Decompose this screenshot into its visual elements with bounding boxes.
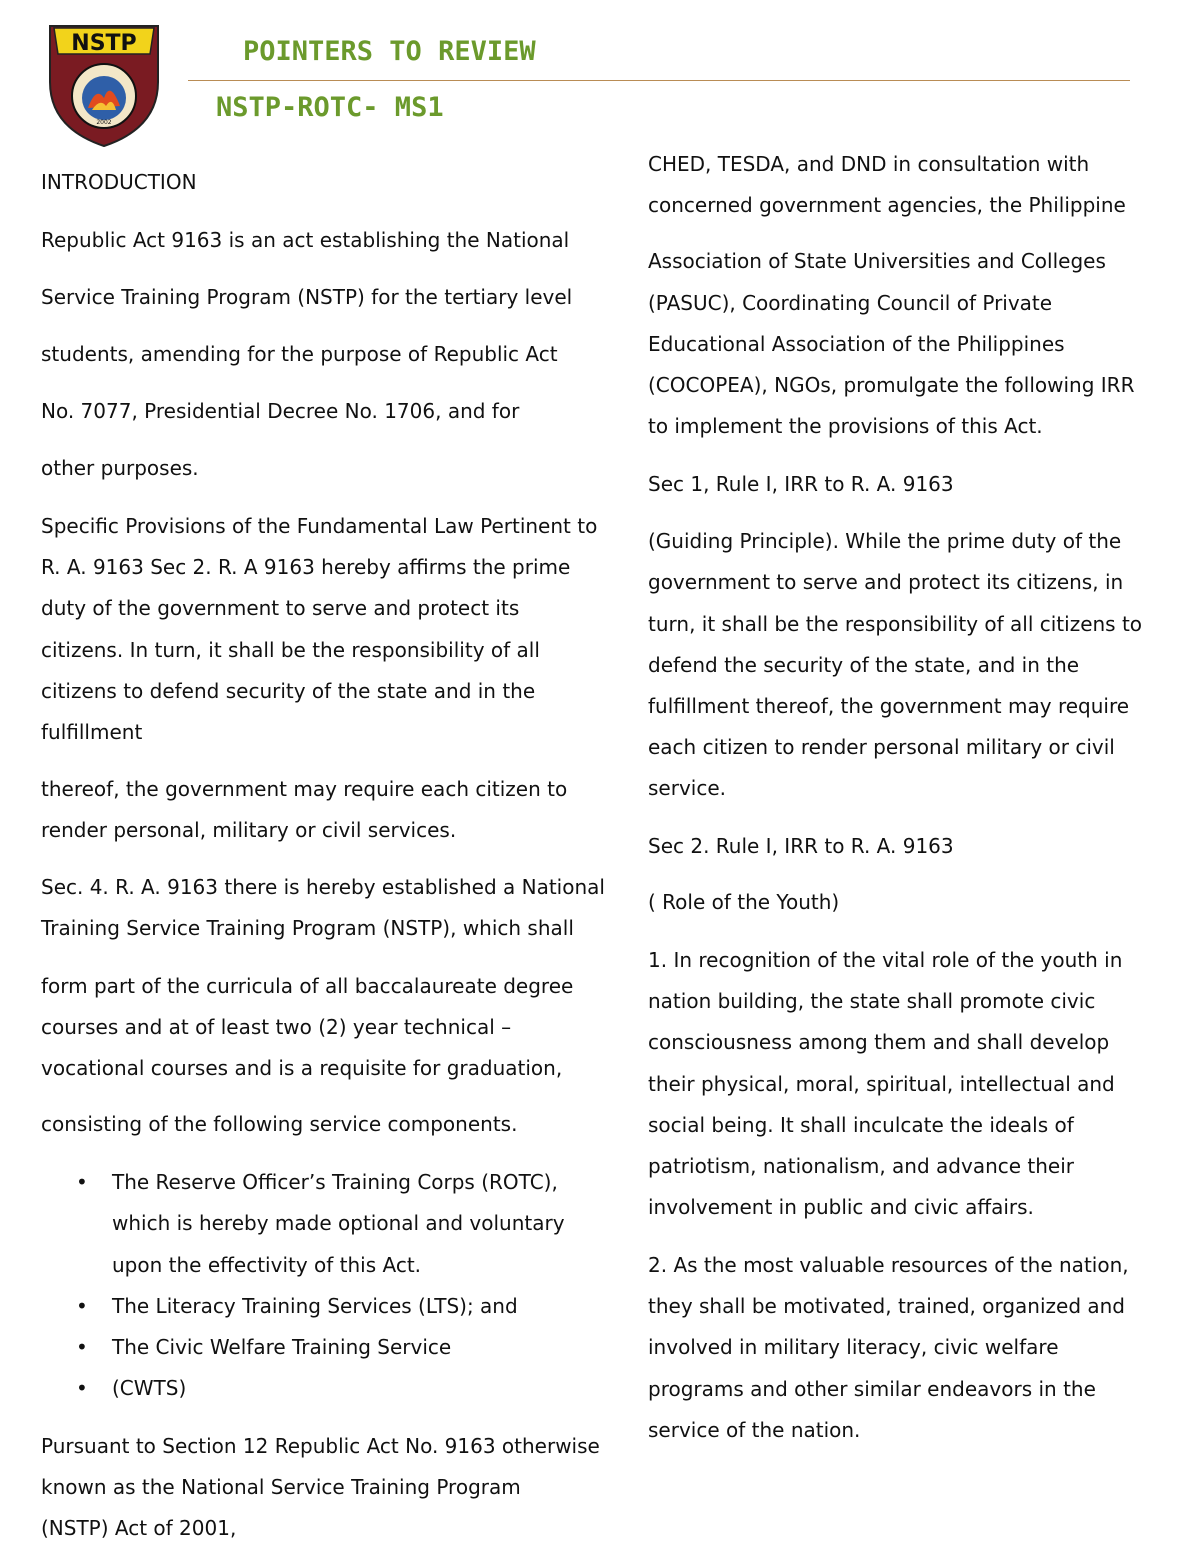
left-para1-line2: Service Training Program (NSTP) for the tertiary level — [41, 285, 573, 309]
right-para2-line3: Educational Association of the Philippines — [648, 332, 1065, 356]
sec2-subheading: ( Role of the Youth) — [648, 890, 840, 914]
item2-line2: they shall be motivated, trained, organized and — [648, 1294, 1126, 1318]
bullet-4: (CWTS) — [112, 1376, 187, 1400]
bullet-1-line3: upon the effectivity of this Act. — [112, 1253, 422, 1277]
left-para2-line2: R. A. 9163 Sec 2. R. A 9163 hereby affirms the prime — [41, 555, 571, 579]
right-para2-line4: (COCOPEA), NGOs, promulgate the following IRR — [648, 373, 1135, 397]
item1-line6: patriotism, nationalism, and advance their — [648, 1154, 1075, 1178]
item2-line1: 2. As the most valuable resources of the nation, — [648, 1253, 1129, 1277]
sec1-line7: service. — [648, 776, 726, 800]
left-para3-line1: thereof, the government may require each citizen to — [41, 777, 568, 801]
right-para2-line2: (PASUC), Coordinating Council of Private — [648, 291, 1053, 315]
left-para2-line1: Specific Provisions of the Fundamental Law Pertinent to — [41, 514, 598, 538]
sec1-line6: each citizen to render personal military or civil — [648, 735, 1115, 759]
bullet-marker: • — [76, 1335, 88, 1359]
left-para2-line3: duty of the government to serve and protect its — [41, 596, 520, 620]
left-para5-line1: form part of the curricula of all baccalaureate degree — [41, 974, 574, 998]
sec1-line4: defend the security of the state, and in the — [648, 653, 1080, 677]
left-para1-line5: other purposes. — [41, 456, 199, 480]
left-para4-line2: Training Service Training Program (NSTP), which shall — [41, 916, 574, 940]
sec1-line5: fulfillment thereof, the government may require — [648, 694, 1130, 718]
left-para1-line4: No. 7077, Presidential Decree No. 1706, and for — [41, 399, 520, 423]
bullet-1-line2: which is hereby made optional and voluntary — [112, 1211, 565, 1235]
sec1-line1: (Guiding Principle). While the prime duty of the — [648, 529, 1122, 553]
left-para7-line3: (NSTP) Act of 2001, — [41, 1516, 237, 1540]
left-para1-line3: students, amending for the purpose of Republic Act — [41, 342, 558, 366]
bullet-marker: • — [76, 1170, 88, 1194]
sec1-heading: Sec 1, Rule I, IRR to R. A. 9163 — [648, 472, 954, 496]
left-para3-line2: render personal, military or civil services. — [41, 818, 457, 842]
logo-year: 2002 — [96, 119, 112, 126]
right-para2-line1: Association of State Universities and Colleges — [648, 249, 1106, 273]
right-para1-line2: concerned government agencies, the Philippine — [648, 193, 1126, 217]
left-para5-line2: courses and at of least two (2) year technical – — [41, 1015, 512, 1039]
item2-line4: programs and other similar endeavors in the — [648, 1377, 1096, 1401]
header-divider — [188, 80, 1130, 81]
sec2-heading: Sec 2. Rule I, IRR to R. A. 9163 — [648, 834, 954, 858]
left-para2-line5: citizens to defend security of the state and in the — [41, 679, 536, 703]
sec1-line3: turn, it shall be the responsibility of all citizens to — [648, 612, 1143, 636]
left-para4-line1: Sec. 4. R. A. 9163 there is hereby established a National — [41, 875, 605, 899]
item2-line5: service of the nation. — [648, 1418, 861, 1442]
item2-line3: involved in military literacy, civic welfare — [648, 1335, 1059, 1359]
left-para5-line3: vocational courses and is a requisite for graduation, — [41, 1056, 563, 1080]
item1-line2: nation building, the state shall promote civic — [648, 989, 1096, 1013]
bullet-marker: • — [76, 1376, 88, 1400]
nstp-logo — [46, 20, 162, 148]
left-para7-line2: known as the National Service Training Program — [41, 1475, 521, 1499]
bullet-3: The Civic Welfare Training Service — [112, 1335, 452, 1359]
item1-line1: 1. In recognition of the vital role of the youth in — [648, 948, 1123, 972]
left-para1-line1: Republic Act 9163 is an act establishing the National — [41, 228, 570, 252]
left-para6: consisting of the following service components. — [41, 1112, 518, 1136]
left-para7-line1: Pursuant to Section 12 Republic Act No. 9163 otherwise — [41, 1434, 600, 1458]
logo-text: NSTP — [71, 31, 137, 56]
bullet-2: The Literacy Training Services (LTS); and — [112, 1294, 518, 1318]
item1-line7: involvement in public and civic affairs. — [648, 1195, 1034, 1219]
bullet-marker: • — [76, 1294, 88, 1318]
introduction-heading: INTRODUCTION — [41, 170, 197, 194]
item1-line5: social being. It shall inculcate the ideals of — [648, 1113, 1074, 1137]
left-para2-line4: citizens. In turn, it shall be the responsibility of all — [41, 638, 540, 662]
bullet-1-line1: The Reserve Officer’s Training Corps (ROTC), — [112, 1170, 558, 1194]
page-title: POINTERS TO REVIEW — [243, 36, 536, 67]
left-para2-line6: fulfillment — [41, 720, 143, 744]
right-para1-line1: CHED, TESDA, and DND in consultation with — [648, 152, 1090, 176]
right-para2-line5: to implement the provisions of this Act. — [648, 414, 1043, 438]
page-subtitle: NSTP-ROTC- MS1 — [216, 92, 444, 123]
sec1-line2: government to serve and protect its citizens, in — [648, 570, 1124, 594]
item1-line4: their physical, moral, spiritual, intellectual and — [648, 1072, 1115, 1096]
item1-line3: consciousness among them and shall develop — [648, 1030, 1110, 1054]
